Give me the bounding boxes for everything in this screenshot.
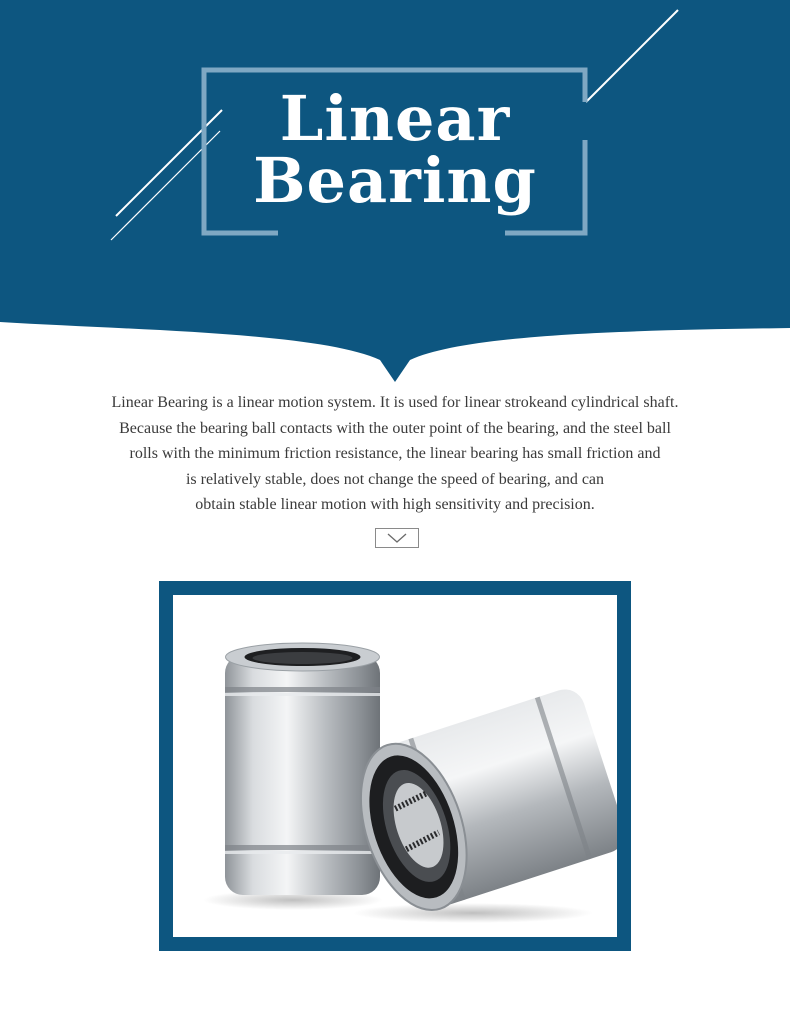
description-line-2: Because the bearing ball contacts with the outer point of the bearing, and the steel ball xyxy=(119,419,671,437)
standing-bearing xyxy=(225,643,380,895)
description-line-3: rolls with the minimum friction resistance, the linear bearing has small friction and xyxy=(129,445,661,462)
scroll-indicator xyxy=(375,528,419,548)
lying-bearing xyxy=(342,683,617,923)
chevron-down-icon xyxy=(376,529,418,547)
description-line-4: is relatively stable, does not change the speed of bearing, and can xyxy=(185,470,605,488)
product-image-frame xyxy=(159,581,631,951)
title-line-2: Bearing xyxy=(253,144,537,217)
product-description xyxy=(60,390,730,518)
product-image xyxy=(173,595,617,937)
title-line-1: Linear xyxy=(279,82,511,155)
linear-bearing-illustration xyxy=(173,595,617,937)
description-line-1: Linear Bearing is a linear motion system. It is used for linear strokeand cylindrical shaft. xyxy=(111,394,679,411)
hero-banner xyxy=(0,0,790,390)
page-title xyxy=(0,82,790,217)
description-line-5: obtain stable linear motion with high sensitivity and precision. xyxy=(195,496,595,513)
